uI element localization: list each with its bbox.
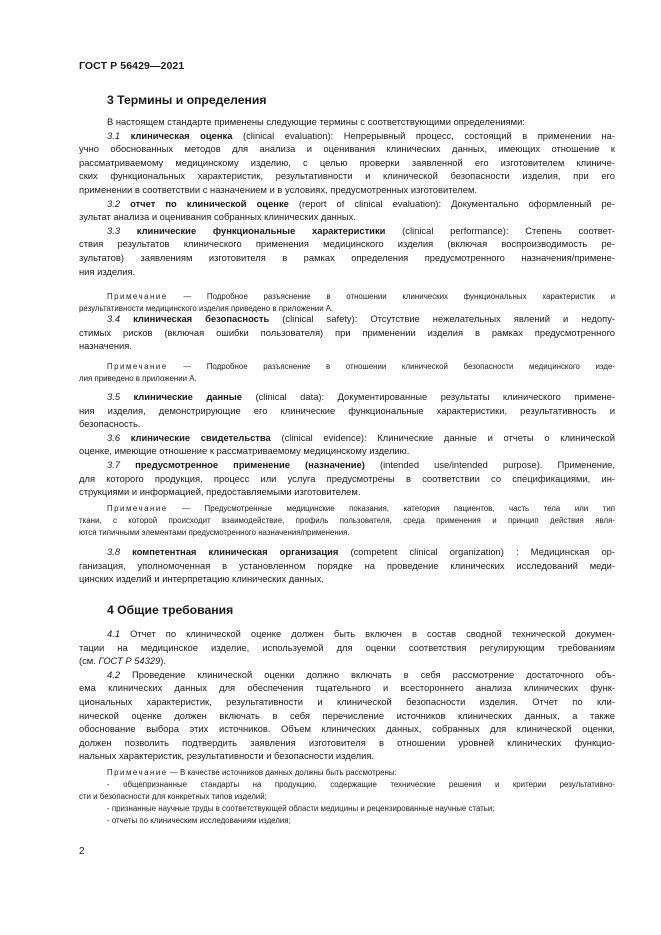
para-4-2-line: нической оценке должен включать в себя перечисление источников клинических данных, а также xyxy=(79,709,615,721)
note-label: Примечание xyxy=(107,504,168,513)
term-3-1-line: применении в соответствии с назначением и в условиях, предусмотренных изготовителем. xyxy=(79,183,478,195)
term-3-7-line: 3.7 предусмотренное применение (назначение) (intended use/intended purpose). Применение, xyxy=(107,458,615,470)
term-3-6-line: 3.6 клинические свидетельства (clinical evidence): Клинические данные и отчеты о клинической xyxy=(107,431,615,443)
term-3-8-line: 3.8 компетентная клиническая организация (competent clinical organization) : Медицинская ор- xyxy=(107,546,615,557)
term-3-3-line: 3.3 клинические функциональные характеристики (clinical performance): Степень соответ- xyxy=(107,224,615,236)
term-3-2-line: зультат анализа и оценивания собранных клинических данных. xyxy=(79,211,356,223)
para-4-2-line: обоснование выбора этих источников. Объем клинических данных, собранных для клинической оценки, xyxy=(79,723,615,735)
section-4-body xyxy=(79,627,615,763)
term-3-1-line: учно обоснованных методов для анализа и оценивания клинических данных, имеющих отношение к xyxy=(79,143,615,155)
document-code: ГОСТ Р 56429—2021 xyxy=(79,60,185,72)
note-line: результативности медицинского изделия приведено в приложении А. xyxy=(79,304,334,313)
note-line: Примечание — Подробное разъяснение в отношении клинической безопасности медицинского изде- xyxy=(107,362,615,371)
para-4-2-line: циональных характеристик, результативности и клинической безопасности изделия. Отчет по кли- xyxy=(79,695,615,707)
term-3-2-name: отчет по клинической оценке xyxy=(130,197,289,209)
para-4-2-line: нальных характеристик, результативности и безопасности изделия. xyxy=(79,750,375,762)
intro-line: В настоящем стандарте применены следующие термины с соответствующими определениями: xyxy=(107,116,525,127)
term-3-4 xyxy=(79,312,615,353)
term-3-3-line: ствия результатов клинического применения медицинского изделия (включая воспроизводимость ре- xyxy=(79,238,615,250)
term-3-4-line: 3.4 клиническая безопасность (clinical safety): Отсутствие нежелательных явлений и недопу- xyxy=(107,313,615,324)
term-3-7-line: струкциями и информацией, предоставляемыми изготовителем. xyxy=(79,486,361,498)
term-3-6-line: оценке, имеющие отношение к рассматриваемому медицинскому изделию. xyxy=(79,445,410,457)
note-line: Примечание — Подробное разъяснение в отношении клинических функциональных характеристик и xyxy=(107,292,615,301)
para-4-1-line: (см. ГОСТ Р 54329). xyxy=(79,655,167,667)
note-3-7 xyxy=(79,503,615,539)
note-line: ются типичными элементами предусмотренного назначения/применения. xyxy=(79,528,350,537)
term-3-8 xyxy=(79,545,615,586)
para-4-1-line: 4.1 Отчет по клинической оценке должен быть включен в состав сводной технической докумен- xyxy=(107,628,615,639)
note-4-2 xyxy=(79,767,615,827)
note-list-item: - общепризнанные стандарты на продукцию, содержащие технические решения и критерии результативно- xyxy=(107,780,615,789)
term-3-5-line: безопасность. xyxy=(79,418,141,430)
term-3-1-line: ских функциональных характеристик, результативности и клинической безопасности изделия, при его xyxy=(79,170,615,182)
term-3-4-name: клиническая безопасность xyxy=(133,313,270,324)
para-4-2-line: ема клинических данных для обеспечения тщательного и всестороннего анализа клинических функ- xyxy=(79,682,615,694)
term-3-1-line: рассматриваемому медицинскому изделию, с целью проверки заявленной его изготовителем клиниче- xyxy=(79,156,615,168)
page-number: 2 xyxy=(79,846,85,857)
note-list-item: - признанные научные труды в соответствующей области медицины и рецензированные научные статьи; xyxy=(107,804,495,813)
section-3-heading: 3 Термины и определения xyxy=(107,93,267,107)
para-4-2-line: должен позволить подтвердить заявления изготовителя в отношении уровней клинических функцио- xyxy=(79,736,615,748)
term-3-7-name: предусмотренное применение (назначение) xyxy=(135,458,365,470)
note-label: Примечание xyxy=(107,768,168,777)
term-3-1-name: клиническая оценка xyxy=(130,129,233,141)
note-line: сти и безопасности для конкретных типов изделий; xyxy=(79,792,267,801)
term-3-1-line: 3.1 клиническая оценка (clinical evaluation): Непрерывный процесс, состоящий в применении на- xyxy=(107,129,615,141)
term-3-8-line: ганизация, уполномоченная в установленном порядке на проведение клинических исследований меди- xyxy=(79,559,615,571)
term-3-3-line: зультатов) заявлениям изготовителя в рамках определения предусмотренного назначения/примене- xyxy=(79,251,615,263)
term-3-2-line: 3.2 отчет по клинической оценке (report of clinical evaluation): Документально оформленный ре- xyxy=(107,197,615,209)
note-list-item: - отчеты по клиническим исследованиям изделия; xyxy=(107,816,291,825)
term-3-5-line: ния изделия, демонстрирующие его клинические функциональные характеристики, результативность и xyxy=(79,404,615,416)
terms-3-5-to-3-7 xyxy=(79,390,615,499)
para-4-1-line: тации на медицинское изделие, используемой для оценки соответствия регулирующим требованиям xyxy=(79,641,615,653)
standard-reference: ГОСТ Р 54329 xyxy=(98,655,161,667)
note-line: Примечание — В качестве источников данных должны быть рассмотрены: xyxy=(107,768,397,777)
note-label: Примечание xyxy=(107,362,168,371)
term-3-7-line: для которого продукция, процесс или услуга предусмотрены в соответствии со спецификациями, ин- xyxy=(79,472,615,484)
term-3-3-name: клинические функциональные характеристики xyxy=(136,224,386,236)
note-line: Примечание — Предусмотренные медицинские показания, категория пациентов, часть тела или тип xyxy=(107,504,615,513)
section-3-body xyxy=(79,115,615,278)
term-3-3-line: ния изделия. xyxy=(79,265,136,277)
term-3-5-name: клинические данные xyxy=(133,391,243,402)
section-4-heading: 4 Общие требования xyxy=(107,603,234,617)
term-3-4-line: стимых рисков (включая ошибки пользователя) при применении изделия в рамках предусмотренного xyxy=(79,326,615,338)
note-line: лия приведено в приложении А. xyxy=(79,374,197,383)
term-3-5-line: 3.5 клинические данные (clinical data): Документированные результаты клинического примене- xyxy=(107,391,615,402)
note-3-4 xyxy=(79,361,615,385)
note-label: Примечание xyxy=(107,292,168,301)
term-3-8-line: цинских изделий и интерпретацию клинических данных. xyxy=(79,573,324,585)
para-4-2-line: 4.2 Проведение клинической оценки должно включать в себя рассмотрение достаточного объ- xyxy=(107,668,615,680)
term-3-4-line: назначения. xyxy=(79,340,132,352)
term-3-6-name: клинические свидетельства xyxy=(130,431,271,443)
note-line: ткани, с которой происходит взаимодействие, профиль пользователя, среда применения и принцип действия явля- xyxy=(79,516,615,525)
term-3-8-name: компетентная клиническая организация xyxy=(132,546,339,557)
